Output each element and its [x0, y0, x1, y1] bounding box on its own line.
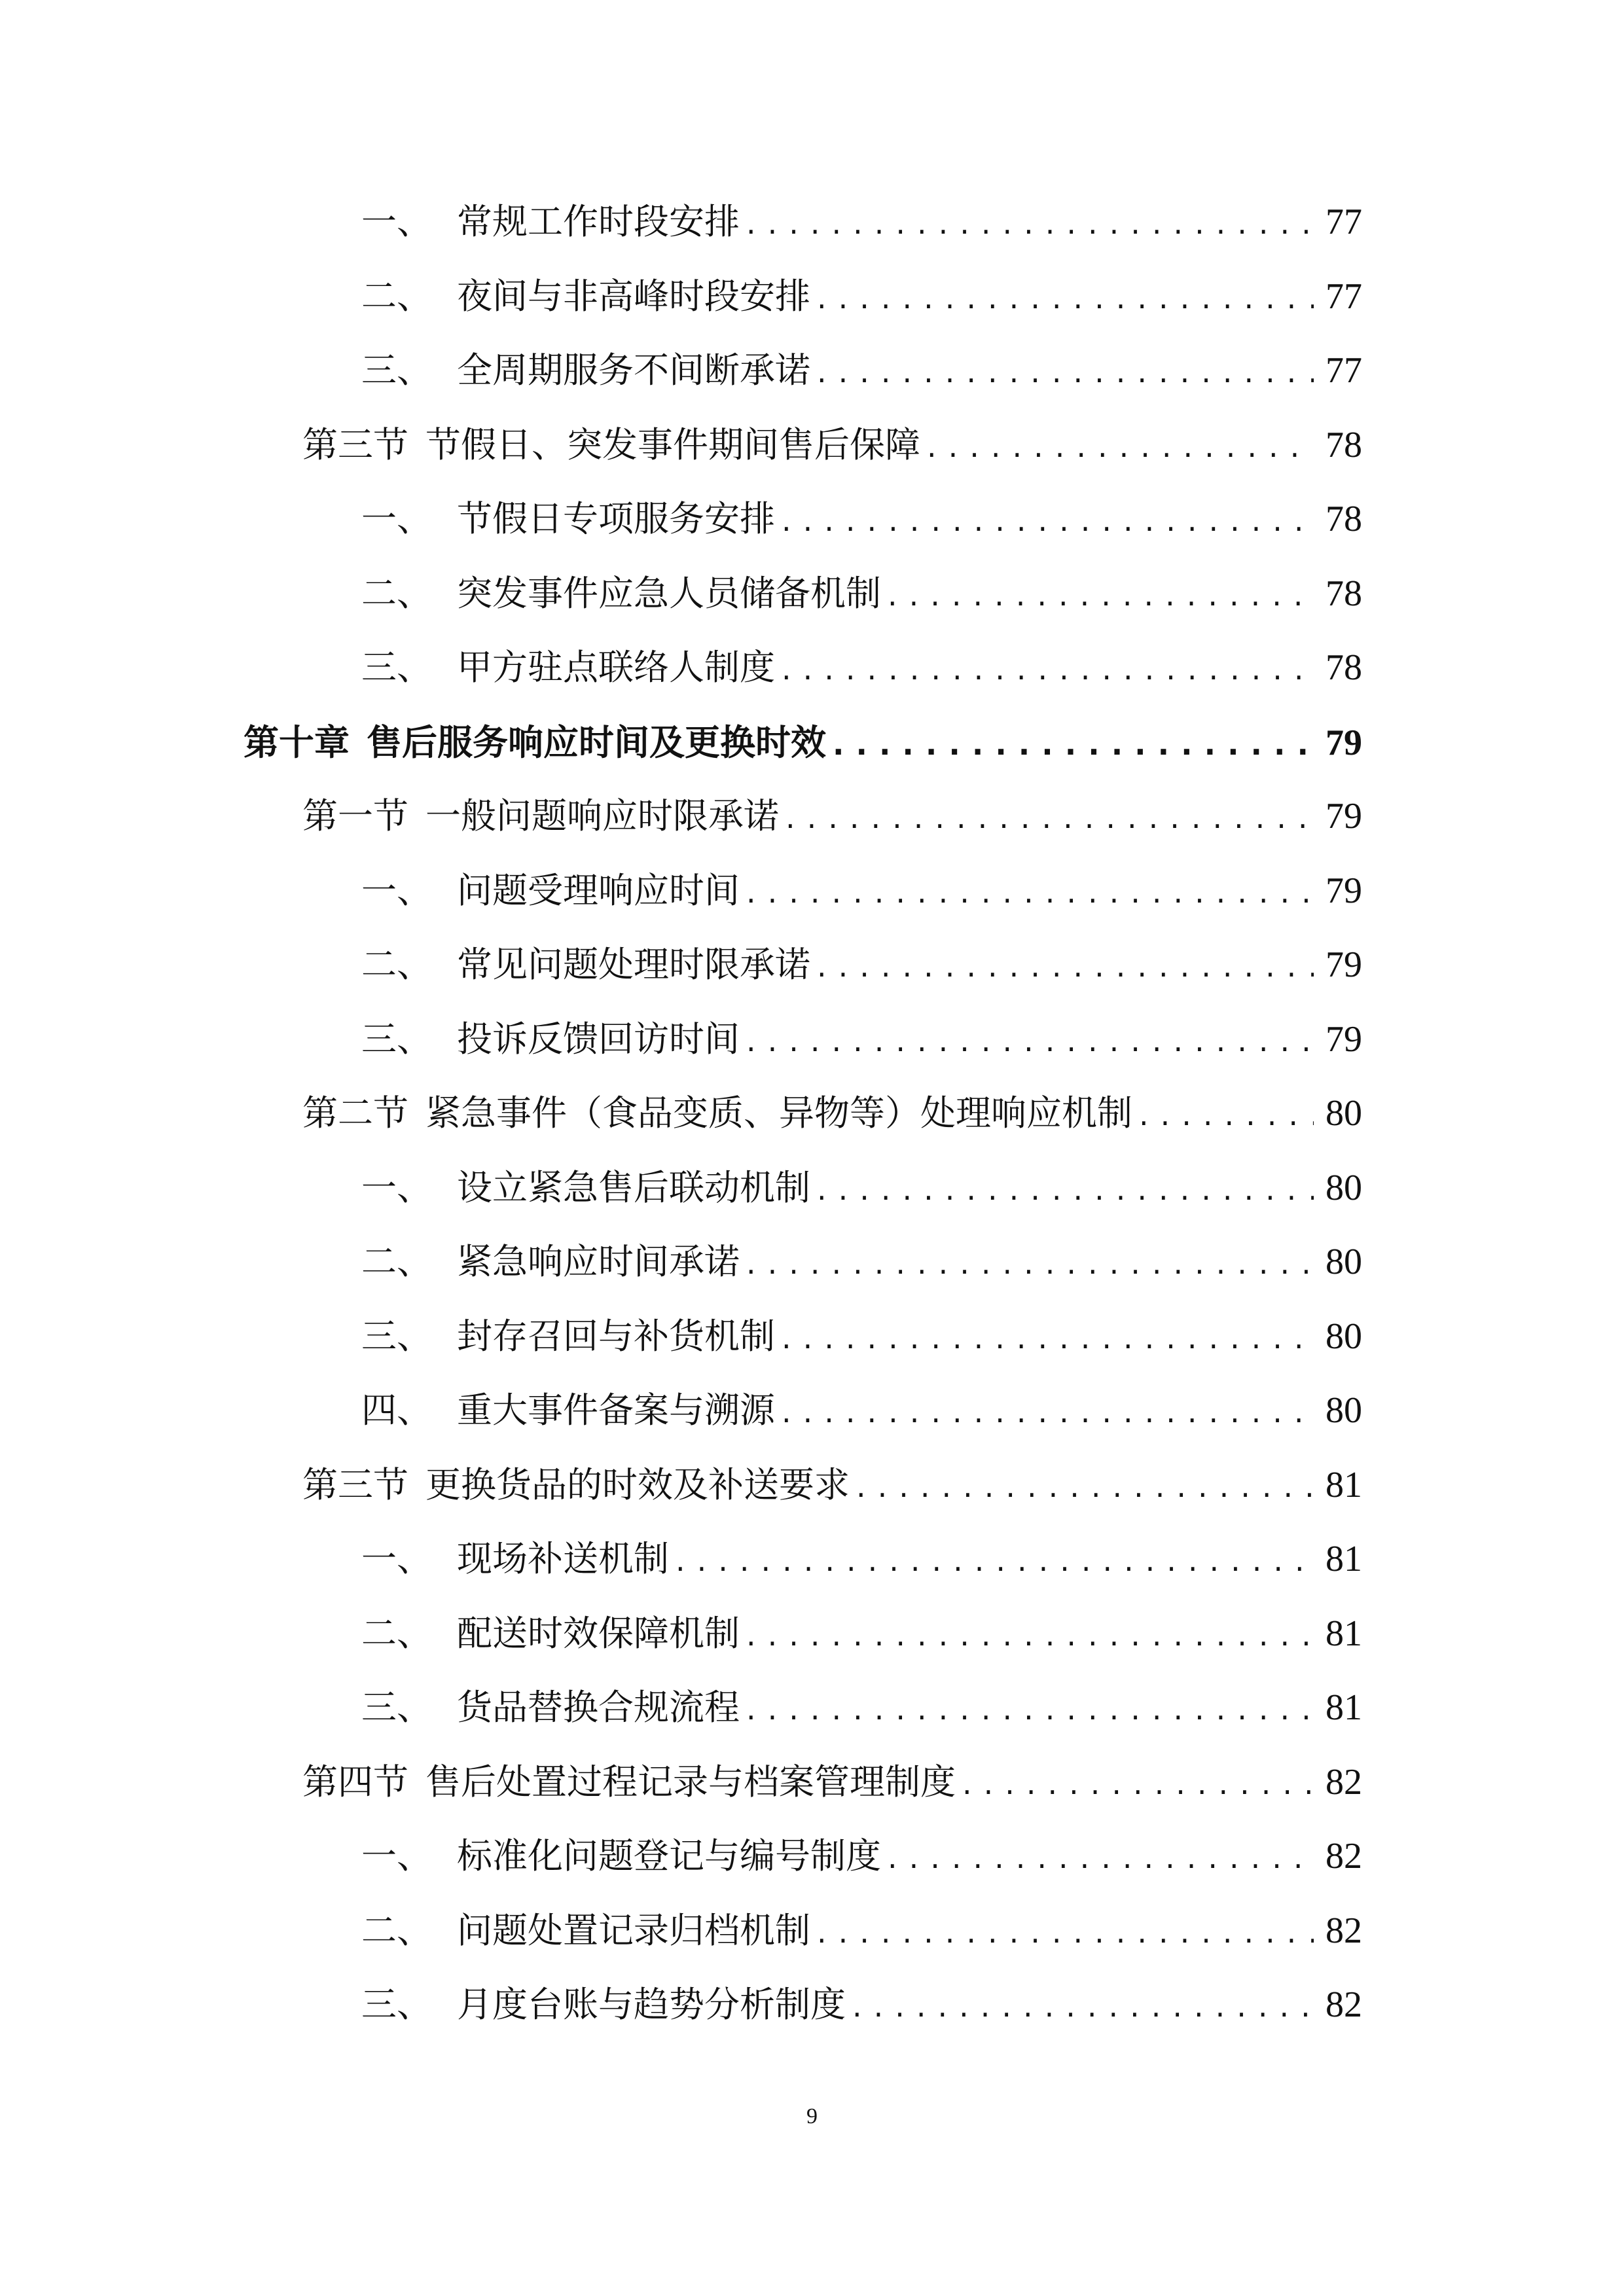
toc-label	[361, 192, 740, 251]
toc-dot-leader	[817, 1903, 1314, 1962]
toc-entry[interactable]	[302, 1084, 1362, 1143]
toc-number: 三、	[361, 1984, 432, 2025]
toc-label	[361, 1901, 810, 1960]
toc-label	[302, 1456, 850, 1515]
toc-entry[interactable]	[302, 1456, 1362, 1515]
toc-page-number: 82	[1326, 1836, 1362, 1876]
toc-number: 四、	[361, 1390, 432, 1431]
toc-title: 投诉反馈回访时间	[457, 1018, 740, 1060]
toc-page-number: 81	[1326, 1465, 1362, 1505]
toc-entry[interactable]	[361, 1901, 1362, 1960]
toc-label	[361, 1604, 740, 1663]
toc-number: 二、	[361, 1613, 432, 1654]
toc-page-number: 80	[1326, 1316, 1362, 1357]
toc-page-number: 79	[1326, 870, 1362, 911]
toc-entry[interactable]	[361, 564, 1362, 623]
toc-entry[interactable]	[361, 1604, 1362, 1663]
toc-title: 货品替换合规流程	[457, 1687, 740, 1728]
toc-title: 售后服务响应时间及更换时效	[367, 721, 826, 763]
toc-number: 一、	[361, 870, 432, 911]
toc-page-number: 80	[1326, 1242, 1362, 1282]
toc-page-number: 79	[1326, 944, 1362, 985]
toc-label	[302, 1753, 956, 1812]
toc-page-number: 79	[1326, 1019, 1362, 1060]
toc-title: 问题处置记录归档机制	[457, 1910, 810, 1951]
toc-number: 三、	[361, 647, 432, 688]
toc-page-number: 82	[1326, 1984, 1362, 2025]
toc-label	[361, 267, 810, 326]
toc-number: 二、	[361, 573, 432, 614]
toc-dot-leader	[833, 715, 1314, 774]
page-number: 9	[806, 2104, 818, 2128]
toc-page-number: 78	[1326, 573, 1362, 614]
toc-number: 一、	[361, 201, 432, 242]
toc-title: 常见问题处理时限承诺	[457, 944, 810, 985]
toc-page-number: 82	[1326, 1910, 1362, 1951]
toc-title: 紧急事件（食品变质、异物等）处理响应机制	[425, 1092, 1132, 1134]
toc-label	[361, 1010, 740, 1069]
toc-label	[302, 416, 920, 475]
toc-entry[interactable]	[361, 638, 1362, 697]
toc-dot-leader	[817, 268, 1314, 327]
toc-label	[361, 1232, 740, 1291]
toc-entry[interactable]	[361, 490, 1362, 548]
toc-page-number: 79	[1326, 723, 1362, 763]
toc-title: 常规工作时段安排	[457, 201, 740, 242]
toc-dot-leader	[746, 1679, 1314, 1738]
toc-label	[361, 1381, 775, 1440]
toc-dot-leader	[888, 565, 1314, 624]
toc-number: 第三节	[302, 1464, 408, 1505]
toc-label	[361, 1530, 669, 1588]
toc-title: 月度台账与趋势分析制度	[457, 1984, 846, 2025]
toc-dot-leader	[785, 788, 1314, 847]
toc-title: 夜间与非高峰时段安排	[457, 276, 810, 317]
toc-label	[302, 787, 779, 846]
toc-dot-leader	[782, 491, 1314, 550]
toc-dot-leader	[746, 1011, 1314, 1070]
toc-number: 第四节	[302, 1761, 408, 1803]
toc-label	[302, 1084, 1132, 1143]
toc-title: 紧急响应时间承诺	[457, 1241, 740, 1282]
toc-label	[361, 1827, 881, 1886]
toc-dot-leader	[782, 1382, 1314, 1441]
toc-entry[interactable]	[361, 1158, 1362, 1217]
toc-number: 一、	[361, 1835, 432, 1876]
toc-number: 第一节	[302, 795, 408, 836]
toc-label	[244, 713, 826, 772]
toc-page-number: 81	[1326, 1613, 1362, 1654]
toc-page-number: 80	[1326, 1168, 1362, 1208]
toc-dot-leader	[1139, 1085, 1314, 1144]
toc-dot-leader	[927, 417, 1314, 476]
toc-entry[interactable]	[302, 787, 1362, 846]
toc-title: 设立紧急售后联动机制	[457, 1167, 810, 1208]
toc-number: 三、	[361, 1316, 432, 1357]
toc-number: 三、	[361, 350, 432, 391]
toc-entry[interactable]	[361, 1678, 1362, 1737]
toc-label	[361, 935, 810, 994]
toc-title: 节假日、突发事件期间售后保障	[425, 424, 920, 465]
toc-page-number: 81	[1326, 1539, 1362, 1579]
page-footer	[0, 2104, 1624, 2129]
toc-title: 现场补送机制	[457, 1538, 669, 1579]
toc-title: 一般问题响应时限承诺	[425, 795, 779, 836]
toc-label	[361, 1307, 775, 1366]
toc-dot-leader	[782, 639, 1314, 698]
toc-entry[interactable]	[361, 267, 1362, 326]
toc-entry[interactable]	[361, 1975, 1362, 2034]
toc-entry[interactable]	[361, 1010, 1362, 1069]
toc-dot-leader	[962, 1754, 1314, 1813]
toc-number: 二、	[361, 1241, 432, 1282]
toc-number: 二、	[361, 276, 432, 317]
toc-number: 二、	[361, 944, 432, 985]
toc-label	[361, 490, 775, 548]
toc-entry[interactable]	[361, 1381, 1362, 1440]
toc-page-number: 77	[1326, 276, 1362, 317]
toc-number: 二、	[361, 1910, 432, 1951]
toc-page-number: 78	[1326, 647, 1362, 688]
toc-label	[361, 861, 740, 920]
toc-dot-leader	[746, 1234, 1314, 1293]
toc-title: 封存召回与补货机制	[457, 1316, 775, 1357]
toc-page-number: 81	[1326, 1687, 1362, 1728]
toc-label	[361, 638, 775, 697]
toc-page-number: 80	[1326, 1390, 1362, 1431]
toc-title: 突发事件应急人员储备机制	[457, 573, 881, 614]
toc-dot-leader	[817, 937, 1314, 996]
toc-page-number: 77	[1326, 350, 1362, 391]
toc-page-number: 79	[1326, 796, 1362, 836]
toc-title: 标准化问题登记与编号制度	[457, 1835, 881, 1876]
toc-entry[interactable]	[302, 416, 1362, 475]
toc-number: 三、	[361, 1018, 432, 1060]
toc-number: 第十章	[244, 721, 350, 763]
toc-title: 更换货品的时效及补送要求	[425, 1464, 850, 1505]
toc-label	[361, 1678, 740, 1737]
toc-title: 问题受理响应时间	[457, 870, 740, 911]
toc-number: 一、	[361, 1167, 432, 1208]
toc-title: 售后处置过程记录与档案管理制度	[425, 1761, 956, 1803]
toc-dot-leader	[817, 342, 1314, 401]
toc-entry[interactable]	[302, 1753, 1362, 1812]
toc-dot-leader	[746, 863, 1314, 922]
toc-page-number: 78	[1326, 425, 1362, 465]
toc-number: 第二节	[302, 1092, 408, 1134]
toc-number: 一、	[361, 498, 432, 539]
toc-entry[interactable]	[361, 192, 1362, 251]
toc-entry-chapter[interactable]	[244, 713, 1362, 772]
toc-label	[361, 1975, 846, 2034]
toc-dot-leader	[856, 1457, 1314, 1516]
toc-number: 第三节	[302, 424, 408, 465]
toc-entry[interactable]	[361, 935, 1362, 994]
toc-page-number: 78	[1326, 499, 1362, 539]
toc-dot-leader	[676, 1531, 1314, 1590]
toc-dot-leader	[888, 1828, 1314, 1887]
toc-entry[interactable]	[361, 1530, 1362, 1588]
toc-entry[interactable]	[361, 861, 1362, 920]
toc-page-number: 77	[1326, 202, 1362, 242]
toc-label	[361, 341, 810, 400]
toc-entry[interactable]	[361, 1827, 1362, 1886]
toc-title: 甲方驻点联络人制度	[457, 647, 775, 688]
toc-dot-leader	[746, 194, 1314, 253]
toc-dot-leader	[852, 1977, 1314, 2036]
toc-entry[interactable]	[361, 1232, 1362, 1291]
toc-title: 全周期服务不间断承诺	[457, 350, 810, 391]
toc-label	[361, 564, 881, 623]
toc-title: 节假日专项服务安排	[457, 498, 775, 539]
toc-entry[interactable]	[361, 1307, 1362, 1366]
toc-page-number: 80	[1326, 1093, 1362, 1134]
toc-dot-leader	[746, 1605, 1314, 1664]
toc-dot-leader	[817, 1160, 1314, 1219]
toc-number: 三、	[361, 1687, 432, 1728]
toc-entry[interactable]	[361, 341, 1362, 400]
toc-title: 重大事件备案与溯源	[457, 1390, 775, 1431]
toc-label	[361, 1158, 810, 1217]
toc-page-number: 82	[1326, 1762, 1362, 1803]
toc-title: 配送时效保障机制	[457, 1613, 740, 1654]
toc-number: 一、	[361, 1538, 432, 1579]
toc-dot-leader	[782, 1308, 1314, 1367]
